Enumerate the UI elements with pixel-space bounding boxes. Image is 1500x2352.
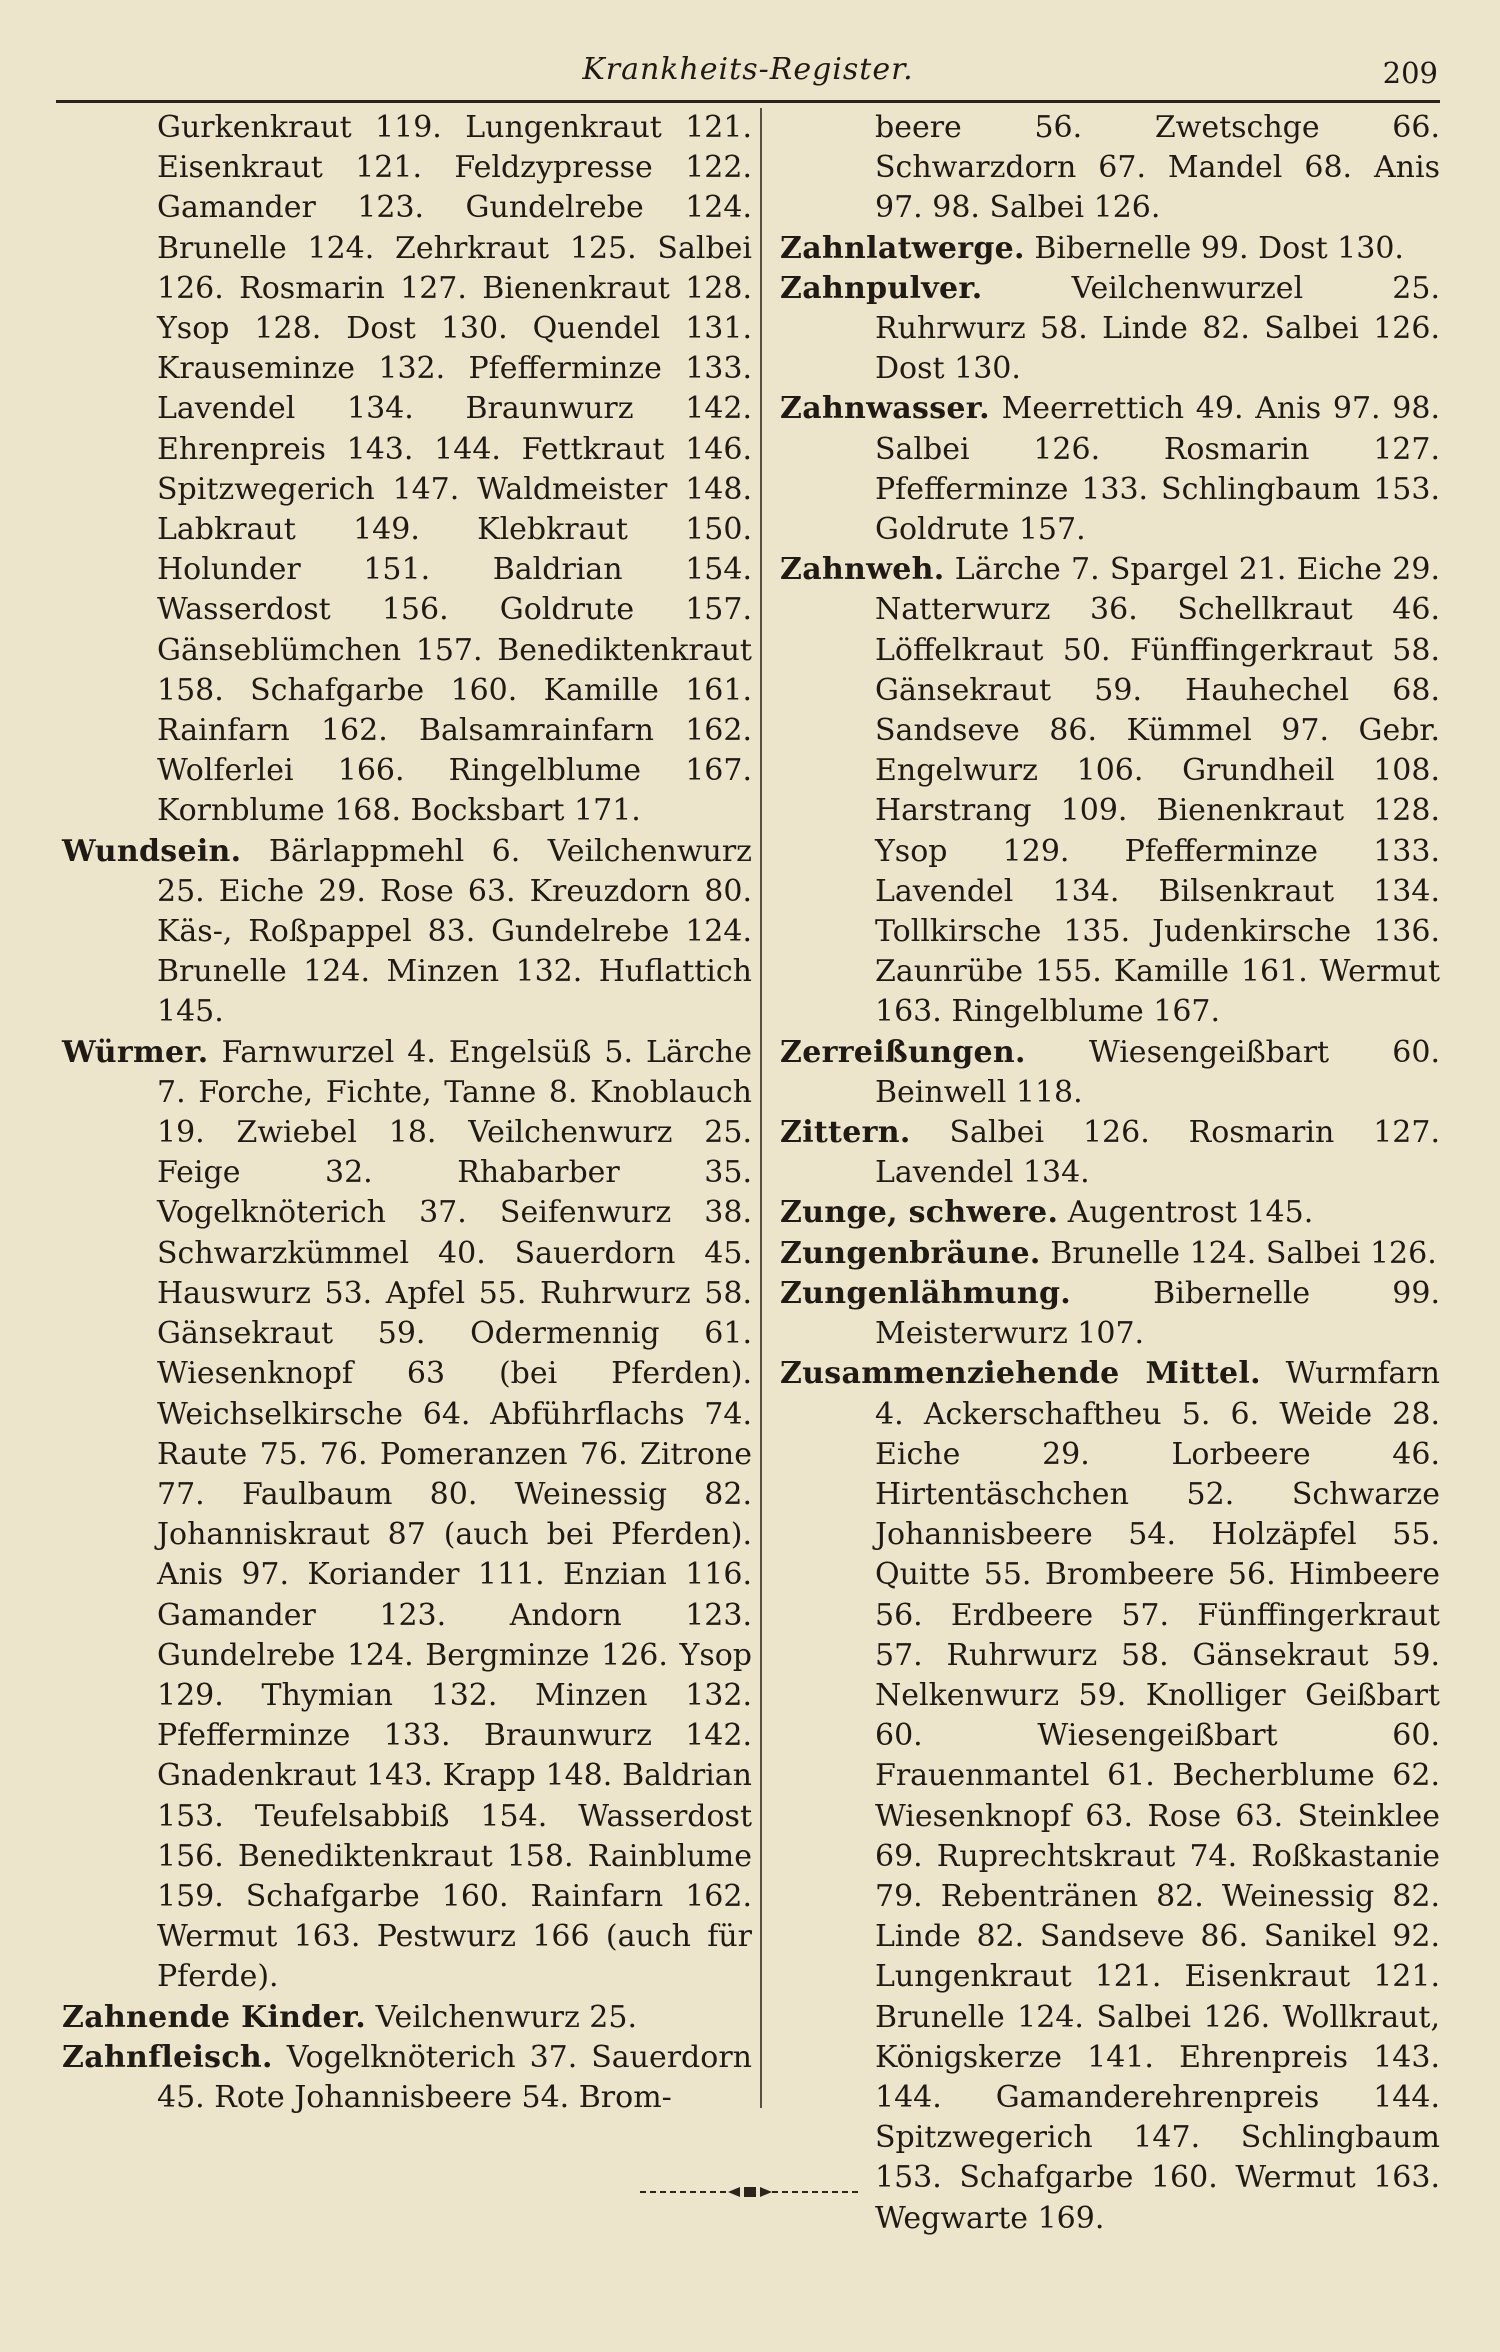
- entry-head: Zahnweh.: [780, 552, 945, 588]
- entry-text: Bibernelle 99. Dost 130.: [1034, 230, 1404, 266]
- entry-head: Wundsein.: [62, 833, 242, 869]
- entry-text: Brunelle 124. Salbei 126.: [1050, 1235, 1437, 1271]
- index-entry: [780, 1354, 1440, 2238]
- entry-text: Augentrost 145.: [1067, 1195, 1314, 1231]
- entry-head: Zahnfleisch.: [62, 2039, 273, 2075]
- entry-head: Zahnpulver.: [780, 270, 983, 306]
- page-number: 209: [1382, 56, 1438, 90]
- column-divider: [760, 108, 762, 2108]
- index-entry: [780, 229, 1440, 269]
- index-entry: [62, 2038, 752, 2118]
- entry-head: Würmer.: [62, 1034, 209, 1070]
- page-header: [56, 44, 1440, 103]
- index-entry: [780, 108, 1440, 229]
- entry-head: Zunge, schwere.: [780, 1195, 1059, 1231]
- entry-text: Veilchenwurz 25.: [375, 1999, 638, 2035]
- entry-text: Farnwurzel 4. Engelsüß 5. Lärche 7. Forche, Fichte, Tanne 8. Knoblauch 19. Zwiebel 18. Veilchenwurz 25. Feige 32. Rhabarber 35. Vogelknöterich 37. Seifenwurz 38. Schwarzkümmel 40. Sauerdorn 45. Hauswurz 53. Apfel 55. Ruhrwurz 58. Gänsekraut 59. Odermennig 61. Wiesenknopf 63 (bei Pferden). Weichselkirsche 64. Abführflachs 74. Raute 75. 76. Pomeranzen 76. Zitrone 77. Faulbaum 80. Weinessig 82. Johanniskraut 87 (auch bei Pferden). Anis 97. Koriander 111. Enzian 116. Gamander 123. Andorn 123. Gundelrebe 124. Bergminze 126. Ysop 129. Thymian 132. Minzen 132. Pfefferminze 133. Braunwurz 142. Gnadenkraut 143. Krapp 148. Baldrian 153. Teufelsabbiß 154. Wasserdost 156. Benediktenkraut 158. Rainblume 159. Schafgarbe 160. Rainfarn 162. Wermut 163. Pestwurz 166 (auch für Pferde).: [157, 1034, 752, 1995]
- index-entry: [62, 832, 752, 1033]
- entry-head: Zerreißungen.: [780, 1034, 1026, 1070]
- entry-text: Vogelknöterich 37. Sauerdorn 45. Rote Johannisbeere 54. Brom-: [157, 2039, 752, 2115]
- index-entry: [780, 269, 1440, 390]
- entry-text: Meerrettich 49. Anis 97. 98. Salbei 126. Rosmarin 127. Pfefferminze 133. Schlingbaum 153. Goldrute 157.: [875, 391, 1440, 548]
- entry-head: Zittern.: [780, 1115, 911, 1151]
- index-entry: [62, 1033, 752, 1998]
- right-column: [780, 108, 1440, 2239]
- index-entry: [780, 1113, 1440, 1193]
- entry-head: Zahnende Kinder.: [62, 1999, 367, 2035]
- index-entry: [62, 108, 752, 832]
- index-entry: [62, 1998, 752, 2038]
- running-title: Krankheits-Register.: [582, 52, 914, 87]
- entry-text: Bärlappmehl 6. Veilchenwurz 25. Eiche 29. Rose 63. Kreuzdorn 80. Käs-, Roßpappel 83. Gundelrebe 124. Brunelle 124. Minzen 132. Huflattich 145.: [157, 833, 752, 1030]
- index-entry: [780, 1033, 1440, 1113]
- index-entry: [780, 550, 1440, 1032]
- index-entry: [780, 1193, 1440, 1233]
- entry-head: Zungenbräune.: [780, 1235, 1041, 1271]
- entry-head: Zusammenziehende Mittel.: [780, 1356, 1261, 1392]
- entry-text: Wiesengeißbart 60. Beinwell 118.: [875, 1034, 1440, 1110]
- end-ornament: [640, 2182, 860, 2202]
- entry-text: Veilchenwurzel 25. Ruhrwurz 58. Linde 82. Salbei 126. Dost 130.: [875, 270, 1440, 387]
- index-entry: [780, 1234, 1440, 1274]
- index-entry: [780, 389, 1440, 550]
- entry-text: Gurkenkraut 119. Lungenkraut 121. Eisenkraut 121. Feldzypresse 122. Gamander 123. Gundelrebe 124. Brunelle 124. Zehrkraut 125. Salbei 126. Rosmarin 127. Bienenkraut 128. Ysop 128. Dost 130. Quendel 131. Krauseminze 132. Pfefferminze 133. Lavendel 134. Braunwurz 142. Ehrenpreis 143. 144. Fettkraut 146. Spitzwegerich 147. Waldmeister 148. Labkraut 149. Klebkraut 150. Holunder 151. Baldrian 154. Wasserdost 156. Goldrute 157. Gänseblümchen 157. Benediktenkraut 158. Schafgarbe 160. Kamille 161. Rainfarn 162. Balsamrainfarn 162. Wolferlei 166. Ringelblume 167. Kornblume 168. Bocksbart 171.: [157, 110, 752, 829]
- entry-head: Zahnlatwerge.: [780, 230, 1025, 266]
- entry-text: Salbei 126. Rosmarin 127. Lavendel 134.: [875, 1115, 1440, 1191]
- entry-text: beere 56. Zwetschge 66. Schwarzdorn 67. Mandel 68. Anis 97. 98. Salbei 126.: [875, 110, 1440, 226]
- left-column: [62, 108, 752, 2118]
- entry-head: Zahnwasser.: [780, 391, 990, 427]
- entry-text: Wurmfarn 4. Ackerschaftheu 5. 6. Weide 28. Eiche 29. Lorbeere 46. Hirtentäschchen 52. Schwarze Johannisbeere 54. Holzäpfel 55. Quitte 55. Brombeere 56. Himbeere 56. Erdbeere 57. Fünffingerkraut 57. Ruhrwurz 58. Gänsekraut 59. Nelkenwurz 59. Knolliger Geißbart 60. Wiesengeißbart 60. Frauenmantel 61. Becherblume 62. Wiesenknopf 63. Rose 63. Steinklee 69. Ruprechtskraut 74. Roßkastanie 79. Rebentränen 82. Weinessig 82. Linde 82. Sandseve 86. Sanikel 92. Lungenkraut 121. Eisenkraut 121. Brunelle 124. Salbei 126. Wollkraut, Königskerze 141. Ehrenpreis 143. 144. Gamanderehrenpreis 144. Spitzwegerich 147. Schlingbaum 153. Schafgarbe 160. Wermut 163. Wegwarte 169.: [875, 1356, 1440, 2236]
- entry-text: Bibernelle 99. Meisterwurz 107.: [875, 1275, 1440, 1352]
- entry-text: Lärche 7. Spargel 21. Eiche 29. Natterwurz 36. Schellkraut 46. Löffelkraut 50. Fünffingerkraut 58. Gänsekraut 59. Hauhechel 68. Sandseve 86. Kümmel 97. Gebr. Engelwurz 106. Grundheil 108. Harstrang 109. Bienenkraut 128. Ysop 129. Pfefferminze 133. Lavendel 134. Bilsenkraut 134. Tollkirsche 135. Judenkirsche 136. Zaunrübe 155. Kamille 161. Wermut 163. Ringelblume 167.: [875, 552, 1440, 1030]
- index-entry: [780, 1274, 1440, 1354]
- entry-head: Zungenlähmung.: [780, 1275, 1072, 1311]
